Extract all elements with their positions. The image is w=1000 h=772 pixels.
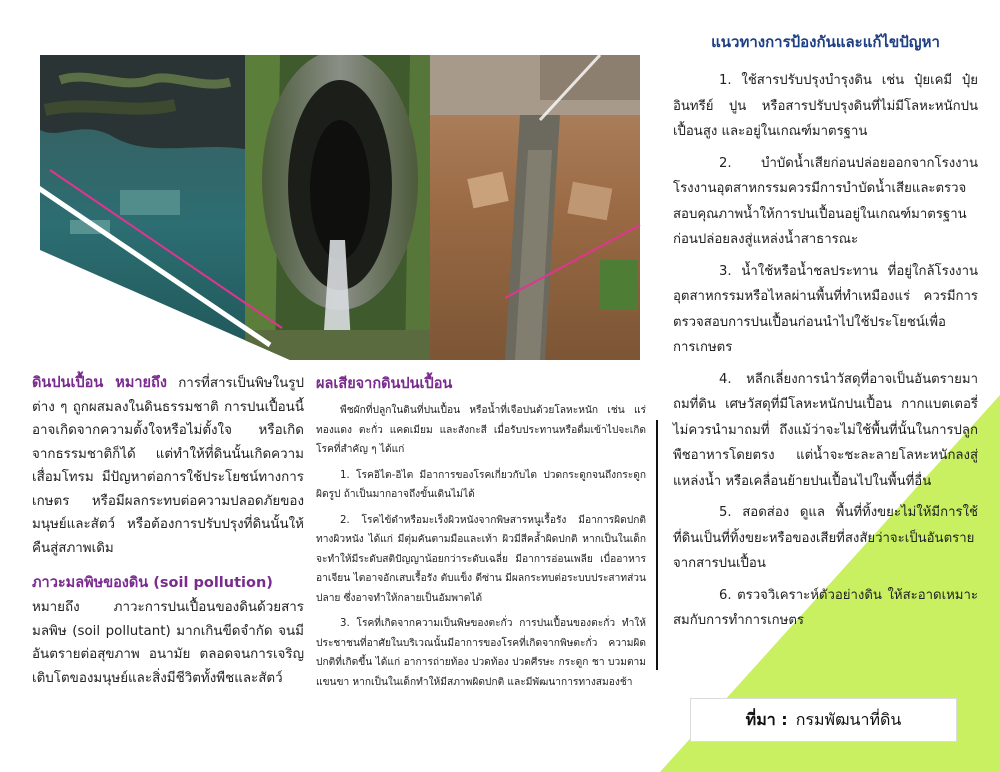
prevention-item: 5. สอดส่อง ดูแล พื้นที่ทิ้งขยะไม่ให้มีการใช้ที่ดินเป็นที่ทิ้งขยะหรือของเสียที่สงสัยว่าจะเป็นอันตรายจากสารปนเปื้อน xyxy=(673,505,978,571)
prevention-item: 3. น้ำใช้หรือน้ำชลประทาน ที่อยู่ใกล้โรงงานอุตสาหกรรมหรือไหลผ่านพื้นที่ทำเหมืองแร่ ควรมีการตรวจสอบการปนเปื้อนก่อนนำไปใช้ประโยชน์เพื่อการเกษตร xyxy=(673,263,978,355)
excavated-soil-photo xyxy=(430,55,640,365)
definition-heading: ดินปนเปื้อน หมายถึง xyxy=(32,375,167,391)
soil-pollution-heading: ภาวะมลพิษของดิน (soil pollution) xyxy=(32,575,273,591)
effect-item: 1. โรคอิไต-อิไต มีอาการของโรคเกี่ยวกับไต ปวดกระดูกจนถึงกระดูกผิดรูป ถ้าเป็นมากอาจถึงขั้นเดินไม่ได้ xyxy=(316,469,646,500)
effect-item: 3. โรคที่เกิดจากความเป็นพิษของตะกั่ว การปนเปื้อนของตะกั่ว ทำให้ประชาชนที่อาศัยในบริเวณนั้นมีอาการของโรคที่เกิดจากพิษตะกั่ว ความผิดปกติที่เกิดขึ้น ได้แก่ อาการถ่ายท้อง ปวดท้อง ปวดศีรษะ กระดูก ชา บวมตามแขนขา หากเป็นในเด็กทำให้มีสภาพผิดปกติ และมีพัฒนาการทางสมองช้า xyxy=(316,618,646,688)
prevention-title: แนวทางการป้องกันและแก้ไขปัญหา xyxy=(711,33,940,51)
effects-section xyxy=(316,372,646,698)
effects-intro: พืชผักที่ปลูกในดินที่ปนเปื้อน หรือน้ำที่เจือปนด้วยโลหะหนัก เช่น แร่ทองแดง ตะกั่ว แคดเมียม และสังกะสี เมื่อรับประทานหรือดื่มเข้าไปจะเกิดโรคที่สำคัญ ๆ ได้แก่ xyxy=(316,405,646,455)
photo-collage xyxy=(0,0,660,365)
prevention-section xyxy=(673,30,978,640)
definition-text: การที่สารเป็นพิษในรูปต่าง ๆ ถูกผสมลงในดินธรรมชาติ การปนเปื้อนนี้อาจเกิดจากความตั้งใจหรือไม่ตั้งใจ หรือเกิดจากธรรมชาติก็ได้ แต่ทำให้ที่ดินนั้นเกิดความเสื่อมโทรม มีปัญหาต่อการใช้ประโยชน์ทางการเกษตร หรือมีผลกระทบต่อความปลอดภัยของมนุษย์และสัตว์ หรือต้องการปรับปรุงที่ดินนั้นให้คืนสู่สภาพเดิม xyxy=(32,376,304,556)
divider-line xyxy=(656,420,658,670)
prevention-item: 4. หลีกเลี่ยงการนำวัสดุที่อาจเป็นอันตรายมาถมที่ดิน เศษวัสดุที่มีโลหะหนักปนเปื้อน กากแบตเตอรี่ ไม่ควรนำมาถมที่ ถึงแม้ว่าจะไม่ใช้พื้นที่นั้นในการปลูกพืชอาหารโดยตรง แต่น้ำจะชะละลายโลหะหนักลงสู่แหล่งน้ำ หรือเคลื่อนย้ายปนเปื้อนไปในพื้นที่อื่น xyxy=(673,371,978,489)
prevention-item: 2. บำบัดน้ำเสียก่อนปล่อยออกจากโรงงาน โรงงานอุตสาหกรรมควรมีการบำบัดน้ำเสียและตรวจสอบคุณภาพน้ำให้การปนเปื้อนอยู่ในเกณฑ์มาตรฐานก่อนปล่อยลงสู่แหล่งน้ำสาธารณะ xyxy=(673,155,978,247)
soil-pollution-text: หมายถึง ภาวะการปนเปื้อนของดินด้วยสารมลพิษ (soil pollutant) มากเกินขีดจำกัด จนมีอันตรายต่อสุขภาพ อนามัย ตลอดจนการเจริญเติบโตของมนุษย์และสิ่งมีชีวิตทั้งพืชและสัตว์ xyxy=(32,600,304,686)
effects-title: ผลเสียจากดินปนเปื้อน xyxy=(316,376,453,392)
definition-paragraph xyxy=(32,372,304,560)
prevention-item: 6. ตรวจวิเคราะห์ตัวอย่างดิน ให้สะอาดเหมาะสมกับการทำการเกษตร xyxy=(673,587,978,628)
source-label: ที่มา : xyxy=(745,709,788,729)
effect-item: 2. โรคไข้ดำหรือมะเร็งผิวหนังจากพิษสารหนูเรื้อรัง มีอาการผิดปกติทางผิวหนัง ได้แก่ มีตุ่มคันตามมือและเท้า ผิวมีสีคล้ำผิดปกติ หากเป็นในเด็กจะทำให้มีระดับสติปัญญาน้อยกว่าระดับเฉลี่ย มีอาการอ่อนเพลีย เบื่ออาหาร อาเจียน ไตอาจอักเสบเรื้อรัง ตับแข็ง ดีซ่าน มีผลกระทบต่อระบบประสาทส่วนปลาย ซึ่งอาจทำให้กลายเป็นอัมพาตได้ xyxy=(316,514,646,604)
prevention-item: 1. ใช้สารปรับปรุงบำรุงดิน เช่น ปุ๋ยเคมี ปุ๋ยอินทรีย์ ปูน หรือสารปรับปรุงดินที่ไม่มีโลหะหนักปนเปื้อนสูง และอยู่ในเกณฑ์มาตรฐาน xyxy=(673,73,978,139)
soil-contamination-definition xyxy=(32,372,304,690)
sewage-pipe-photo xyxy=(245,50,435,365)
source-value: กรมพัฒนาที่ดิน xyxy=(795,709,902,729)
source-box xyxy=(690,698,957,742)
